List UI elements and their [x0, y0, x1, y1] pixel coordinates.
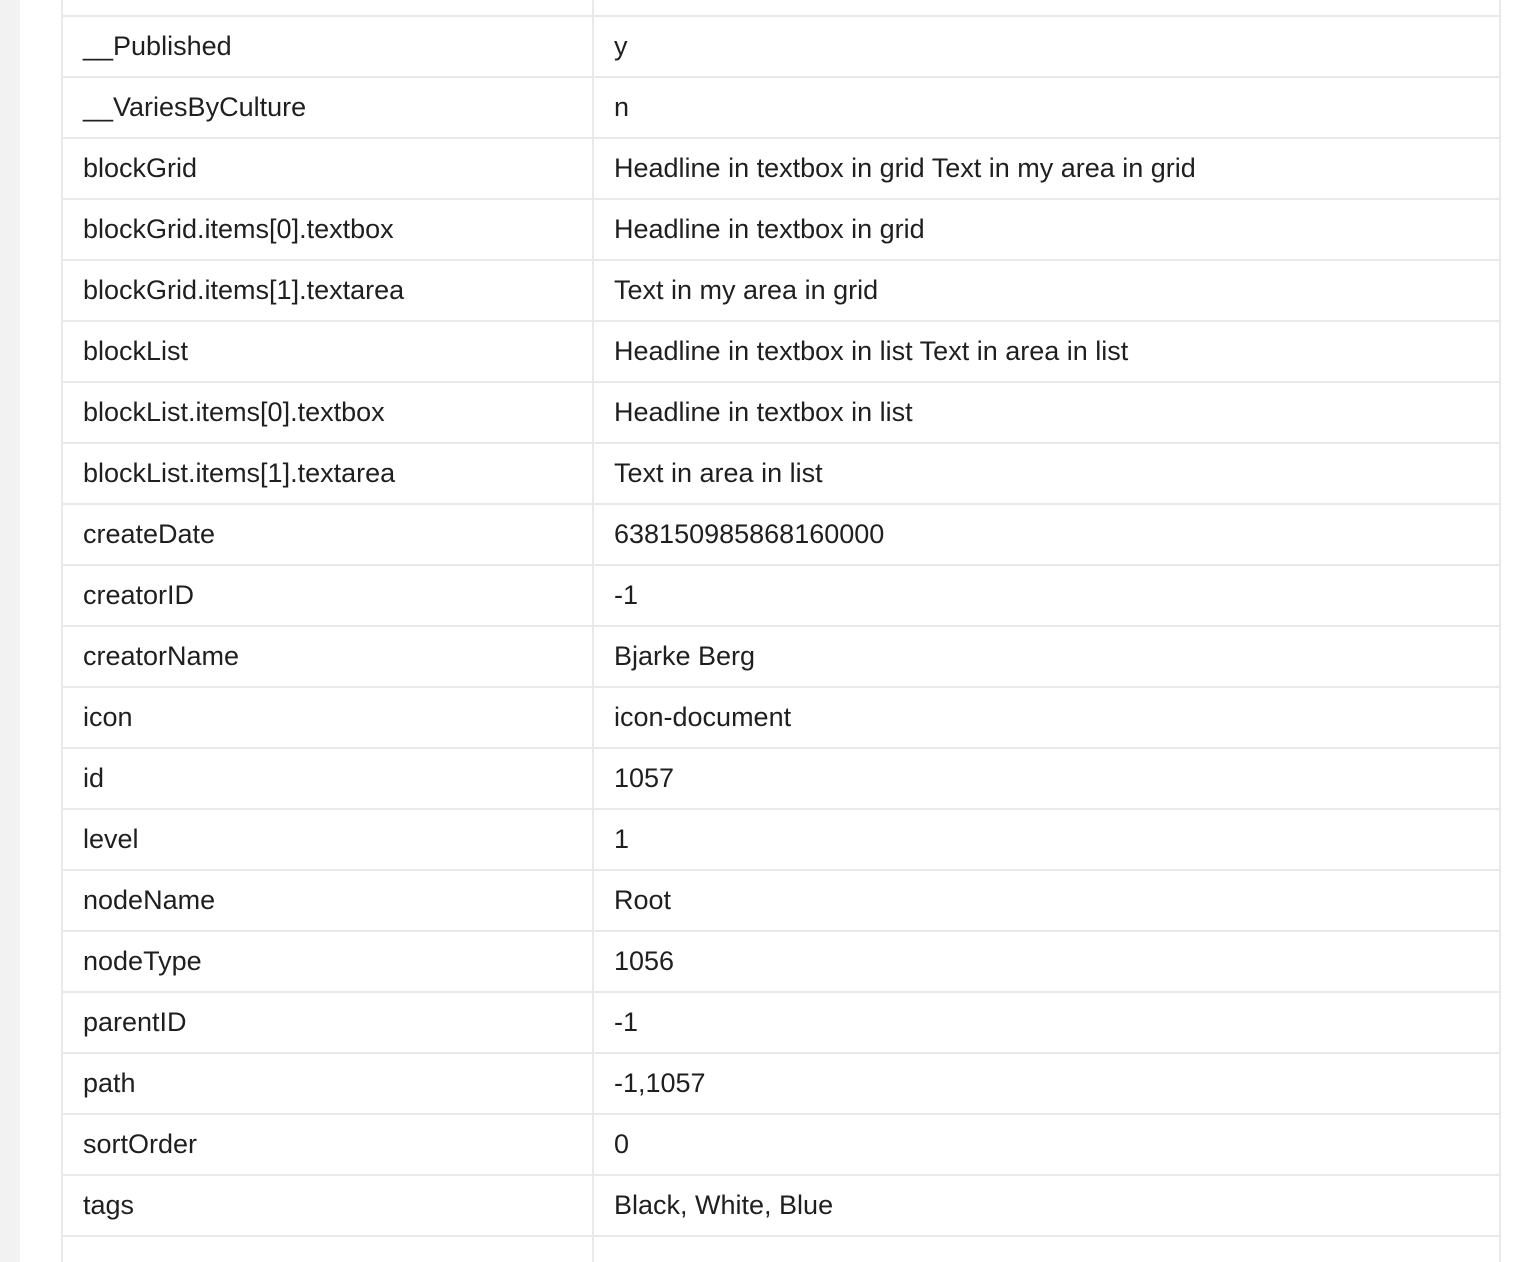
property-value: y — [593, 16, 1500, 77]
table-row — [62, 748, 1500, 809]
table-row — [62, 321, 1500, 382]
property-key — [62, 0, 593, 16]
table-row — [62, 199, 1500, 260]
properties-table-container — [61, 0, 1499, 1262]
table-row — [62, 77, 1500, 138]
property-value: -1 — [593, 992, 1500, 1053]
property-key: creatorName — [62, 626, 593, 687]
property-key: blockGrid.items[1].textarea — [62, 260, 593, 321]
property-key: level — [62, 809, 593, 870]
property-key: tags — [62, 1175, 593, 1236]
property-value: Headline in textbox in grid — [593, 199, 1500, 260]
property-key: nodeName — [62, 870, 593, 931]
table-row — [62, 809, 1500, 870]
property-value: Text in area in list — [593, 443, 1500, 504]
table-row — [62, 138, 1500, 199]
table-row — [62, 16, 1500, 77]
property-value: 638150985868160000 — [593, 504, 1500, 565]
table-row — [62, 1053, 1500, 1114]
property-value: -1 — [593, 565, 1500, 626]
property-value: Headline in textbox in list — [593, 382, 1500, 443]
table-row — [62, 1236, 1500, 1262]
property-value — [593, 0, 1500, 16]
property-value: 1056 — [593, 931, 1500, 992]
table-row — [62, 0, 1500, 16]
properties-table-body — [62, 0, 1500, 1262]
property-key: createDate — [62, 504, 593, 565]
property-value: 0 — [593, 1114, 1500, 1175]
left-gutter — [0, 0, 20, 1262]
property-value: 1057 — [593, 748, 1500, 809]
property-key: path — [62, 1053, 593, 1114]
property-key: blockList.items[1].textarea — [62, 443, 593, 504]
property-value: Root — [593, 870, 1500, 931]
property-value: icon-document — [593, 687, 1500, 748]
property-value: n — [593, 77, 1500, 138]
property-key: creatorID — [62, 565, 593, 626]
table-row — [62, 1114, 1500, 1175]
table-row — [62, 1175, 1500, 1236]
table-row — [62, 504, 1500, 565]
property-key: icon — [62, 687, 593, 748]
table-row — [62, 992, 1500, 1053]
table-row — [62, 687, 1500, 748]
property-key: blockList — [62, 321, 593, 382]
property-key: id — [62, 748, 593, 809]
table-row — [62, 870, 1500, 931]
table-row — [62, 382, 1500, 443]
table-row — [62, 443, 1500, 504]
property-key: __Published — [62, 16, 593, 77]
property-key: nodeType — [62, 931, 593, 992]
property-value: Headline in textbox in list Text in area in list — [593, 321, 1500, 382]
property-key: __VariesByCulture — [62, 77, 593, 138]
table-row — [62, 565, 1500, 626]
property-value: Text in my area in grid — [593, 260, 1500, 321]
table-row — [62, 626, 1500, 687]
property-key: blockGrid.items[0].textbox — [62, 199, 593, 260]
property-value: Black, White, Blue — [593, 1175, 1500, 1236]
property-key: blockList.items[0].textbox — [62, 382, 593, 443]
property-value: Headline in textbox in grid Text in my area in grid — [593, 138, 1500, 199]
property-key: blockGrid — [62, 138, 593, 199]
property-value: Bjarke Berg — [593, 626, 1500, 687]
property-value: 1 — [593, 809, 1500, 870]
property-key: parentID — [62, 992, 593, 1053]
property-value — [593, 1236, 1500, 1262]
properties-table — [61, 0, 1501, 1262]
property-value: -1,1057 — [593, 1053, 1500, 1114]
table-row — [62, 931, 1500, 992]
property-key — [62, 1236, 593, 1262]
table-row — [62, 260, 1500, 321]
property-key: sortOrder — [62, 1114, 593, 1175]
